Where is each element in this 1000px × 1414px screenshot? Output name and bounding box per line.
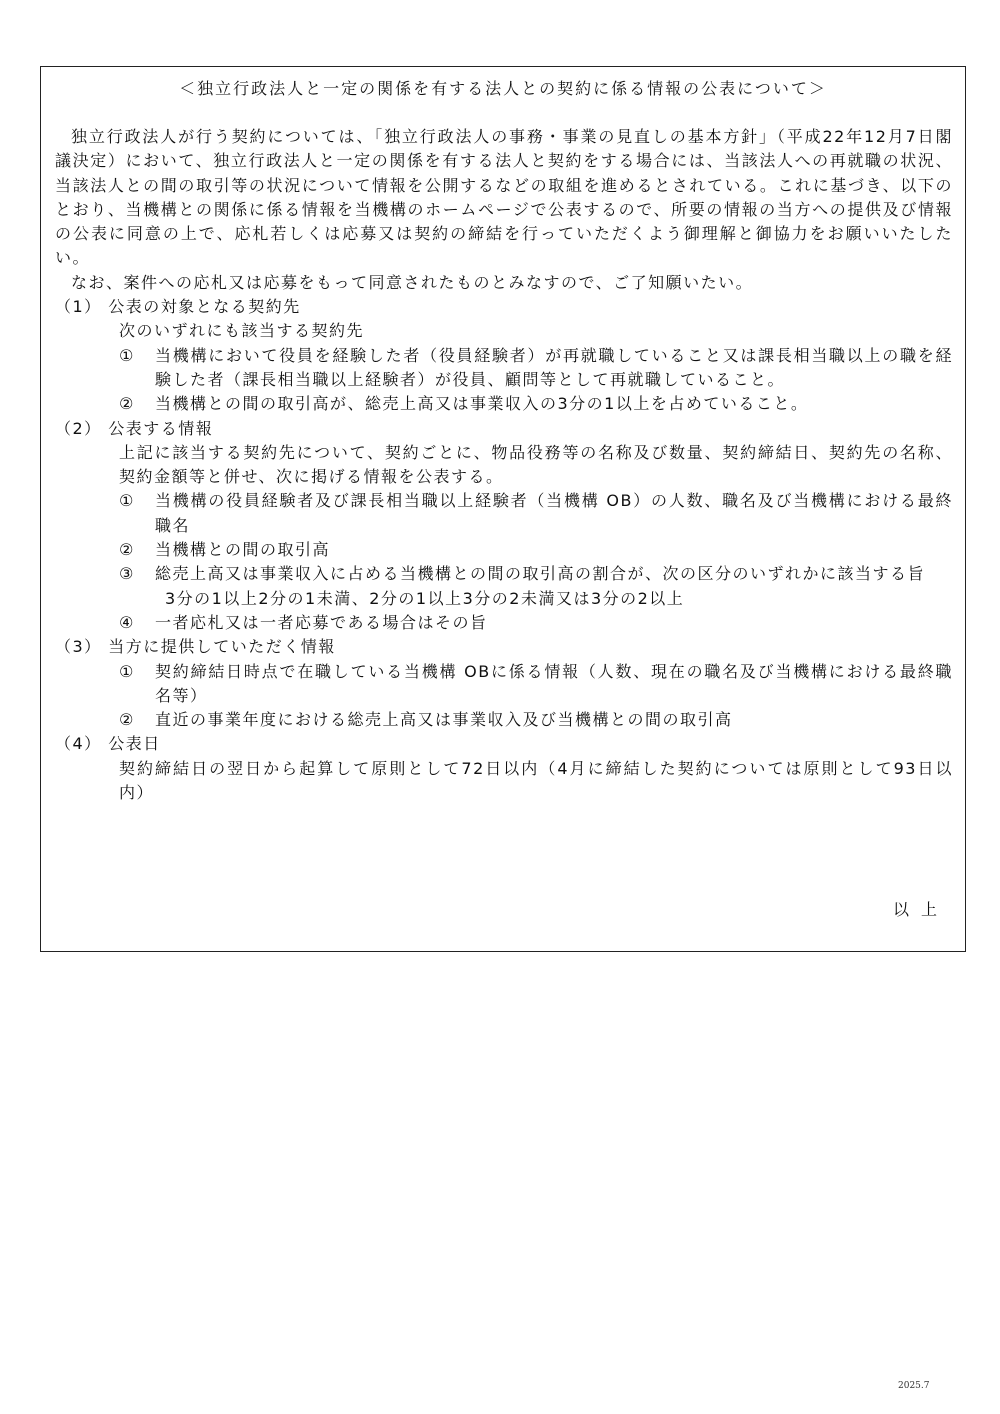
item-number: ②	[119, 394, 135, 414]
document-title: ＜独立行政法人と一定の関係を有する法人との契約に係る情報の公表について＞	[179, 79, 827, 98]
item-number: ①	[119, 345, 135, 365]
section-1-item-1	[119, 344, 953, 393]
item-number: ①	[119, 661, 135, 681]
section-3-item-2	[119, 708, 953, 732]
item-text: 直近の事業年度における総売上高又は事業収入及び当機構との間の取引高	[155, 710, 733, 730]
section-4-text: 契約締結日の翌日から起算して原則として72日以内（4月に締結した契約については原則として93日以内）	[119, 758, 953, 803]
section-2-item-2	[119, 538, 953, 562]
section-1-item-2	[119, 392, 953, 416]
section-2-item-4	[119, 611, 953, 635]
document-body	[55, 125, 953, 805]
section-3-heading: （3） 当方に提供していただく情報	[55, 637, 336, 657]
item-number: ③	[119, 564, 135, 584]
item-text: 当機構との間の取引高	[155, 540, 331, 560]
section-1-heading: （1） 公表の対象となる契約先	[55, 297, 301, 317]
section-2-item-1	[119, 489, 953, 538]
notice-frame	[40, 66, 966, 952]
section-3-item-1	[119, 660, 953, 709]
item-text: 当機構において役員を経験した者（役員経験者）が再就職していること又は課長相当職以上の職を経験した者（課長相当職以上経験者）が役員、顧問等として再就職していること。	[155, 345, 953, 389]
item-number: ①	[119, 491, 135, 511]
item-number: ④	[119, 612, 135, 632]
footer-date: 2025.7	[898, 1381, 930, 1391]
section-2-item-3	[119, 562, 953, 586]
section-2-text: 上記に該当する契約先について、契約ごとに、物品役務等の名称及び数量、契約締結日、契約先の名称、契約金額等と併せ、次に掲げる情報を公表する。	[119, 442, 953, 487]
closing-mark: 以上	[892, 900, 949, 919]
item-number: ②	[119, 710, 135, 730]
item-text: 当機構との間の取引高が、総売上高又は事業収入の3分の1以上を占めていること。	[155, 394, 809, 414]
item-text: 当機構の役員経験者及び課長相当職以上経験者（当機構 OB）の人数、職名及び当機構における最終職名	[155, 491, 953, 535]
consent-note: なお、案件への応札又は応募をもって同意されたものとみなすので、ご了知願いたい。	[71, 272, 754, 292]
section-2-heading: （2） 公表する情報	[55, 418, 214, 438]
item-number: ②	[119, 540, 135, 560]
item-text: 契約締結日時点で在職している当機構 OBに係る情報（人数、現在の職名及び当機構における最終職名等）	[155, 661, 953, 705]
intro-paragraph: 独立行政法人が行う契約については、「独立行政法人の事務・事業の見直しの基本方針」（平成22年12月7日閣議決定）において、独立行政法人と一定の関係を有する法人と契約をする場合には、当該法人への再就職の状況、当該法人との間の取引等の状況について情報を公開するなどの取組を進めるとされている。これに基づき、以下のとおり、当機構との関係に係る情報を当機構のホームページで公表するので、所要の情報の当方への提供及び情報の公表に同意の上で、応札若しくは応募又は契約の締結を行っていただくよう御理解と御協力をお願いいたしたい。	[55, 127, 953, 268]
ratio-categories: 3分の1以上2分の1未満、2分の1以上3分の2未満又は3分の2以上	[165, 588, 685, 608]
section-4-heading: （4） 公表日	[55, 734, 161, 754]
item-text: 一者応札又は一者応募である場合はその旨	[155, 612, 488, 632]
item-text: 総売上高又は事業収入に占める当機構との間の取引高の割合が、次の区分のいずれかに該当する旨	[155, 564, 926, 584]
section-1-text: 次のいずれにも該当する契約先	[119, 321, 365, 341]
